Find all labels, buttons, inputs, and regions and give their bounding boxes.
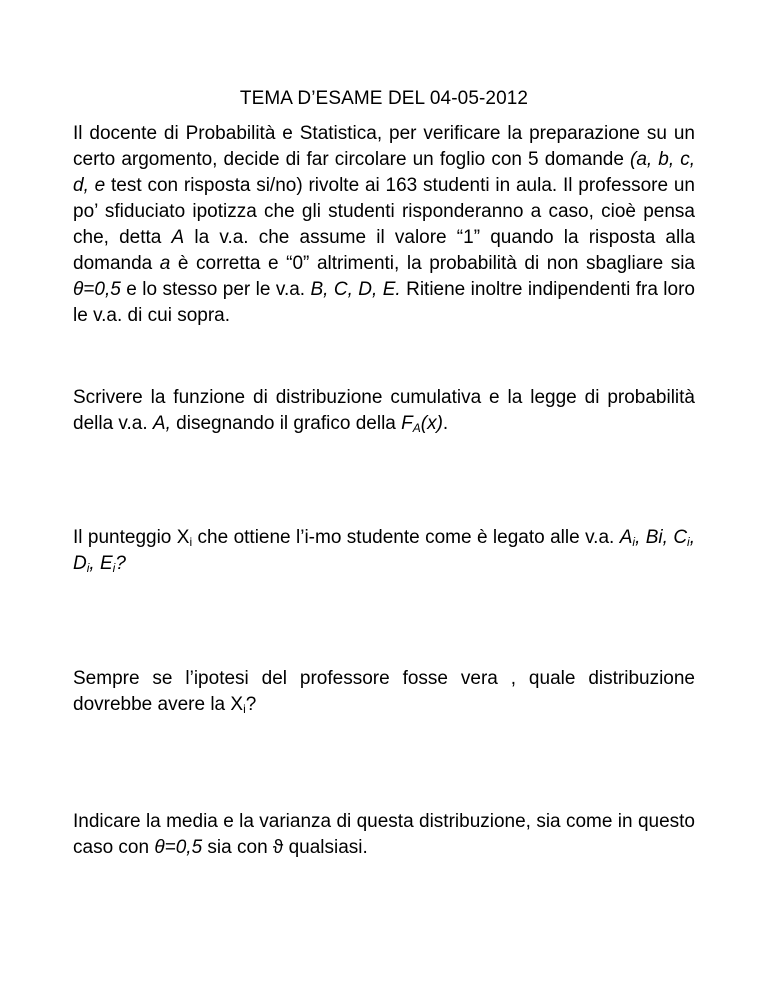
- paragraph-question-1: [73, 385, 695, 437]
- text-run: ?: [245, 694, 257, 715]
- italic-run: θ=0,5: [73, 279, 121, 300]
- text-run: (x): [420, 413, 443, 434]
- text-run: Il punteggio X: [73, 527, 190, 548]
- text-run: A: [619, 527, 633, 548]
- text-run: Il docente di Probabilità e Statistica, per verificare la preparazione su un certo argomento, decide di far circolare un foglio con 5 domande: [73, 123, 695, 170]
- text-run: F: [401, 413, 413, 434]
- text-run: , Bi, C: [635, 527, 688, 548]
- italic-run: θ=0,5: [154, 837, 203, 858]
- paragraph-question-2: [73, 525, 695, 577]
- paragraph-question-4: [73, 809, 695, 861]
- italic-run: (a, b, c, d, e: [73, 149, 695, 196]
- text-run: disegnando il grafico della: [170, 413, 402, 434]
- text-run: sia con ϑ qualsiasi.: [202, 837, 368, 858]
- subscript: i: [687, 535, 690, 549]
- paragraph-scenario: [73, 121, 695, 329]
- exam-title: TEMA D’ESAME DEL 04-05-2012: [239, 88, 529, 109]
- text-run: .: [442, 413, 449, 434]
- text-run: test con risposta si/no) rivolte ai 163 studenti in aula. Il professore un po’ sfiduciato ipotizza che gli studenti risponderanno a caso, cioè pensa che, detta: [73, 175, 695, 248]
- subscript: i: [632, 535, 636, 549]
- text-run: ?: [115, 553, 126, 574]
- text-run: e lo stesso per le v.a.: [120, 279, 311, 300]
- italic-run: A,: [152, 413, 171, 434]
- text-run: , D: [73, 527, 695, 574]
- text-run: la v.a. che assume il valore “1” quando la risposta alla domanda: [73, 227, 696, 274]
- text-run: Scrivere la funzione di distribuzione cumulativa e la legge di probabilità della v.a.: [73, 387, 695, 434]
- text-run: è corretta e “0” altrimenti, la probabilità di non sbagliare sia: [170, 253, 695, 274]
- paragraph-question-3: [73, 666, 695, 718]
- text-run: che ottiene l’i-mo studente come è legato alle v.a.: [192, 527, 620, 548]
- italic-run: B, C, D, E.: [310, 279, 401, 300]
- italic-run: A: [171, 227, 185, 248]
- text-run: Sempre se l’ipotesi del professore fosse vera , quale distribuzione dovrebbe avere la X: [73, 668, 695, 715]
- subscript: i: [243, 702, 246, 716]
- italic-run: [401, 413, 443, 434]
- italic-run: a: [159, 253, 171, 274]
- text-run: , E: [89, 553, 113, 574]
- text-run: Ritiene inoltre indipendenti fra loro le v.a. di cui sopra.: [73, 279, 695, 326]
- subscript: i: [112, 561, 116, 575]
- subscript: A: [412, 421, 421, 435]
- subscript: i: [86, 561, 90, 575]
- text-run: Indicare la media e la varianza di questa distribuzione, sia come in questo caso con: [73, 811, 695, 858]
- subscript: i: [189, 535, 193, 549]
